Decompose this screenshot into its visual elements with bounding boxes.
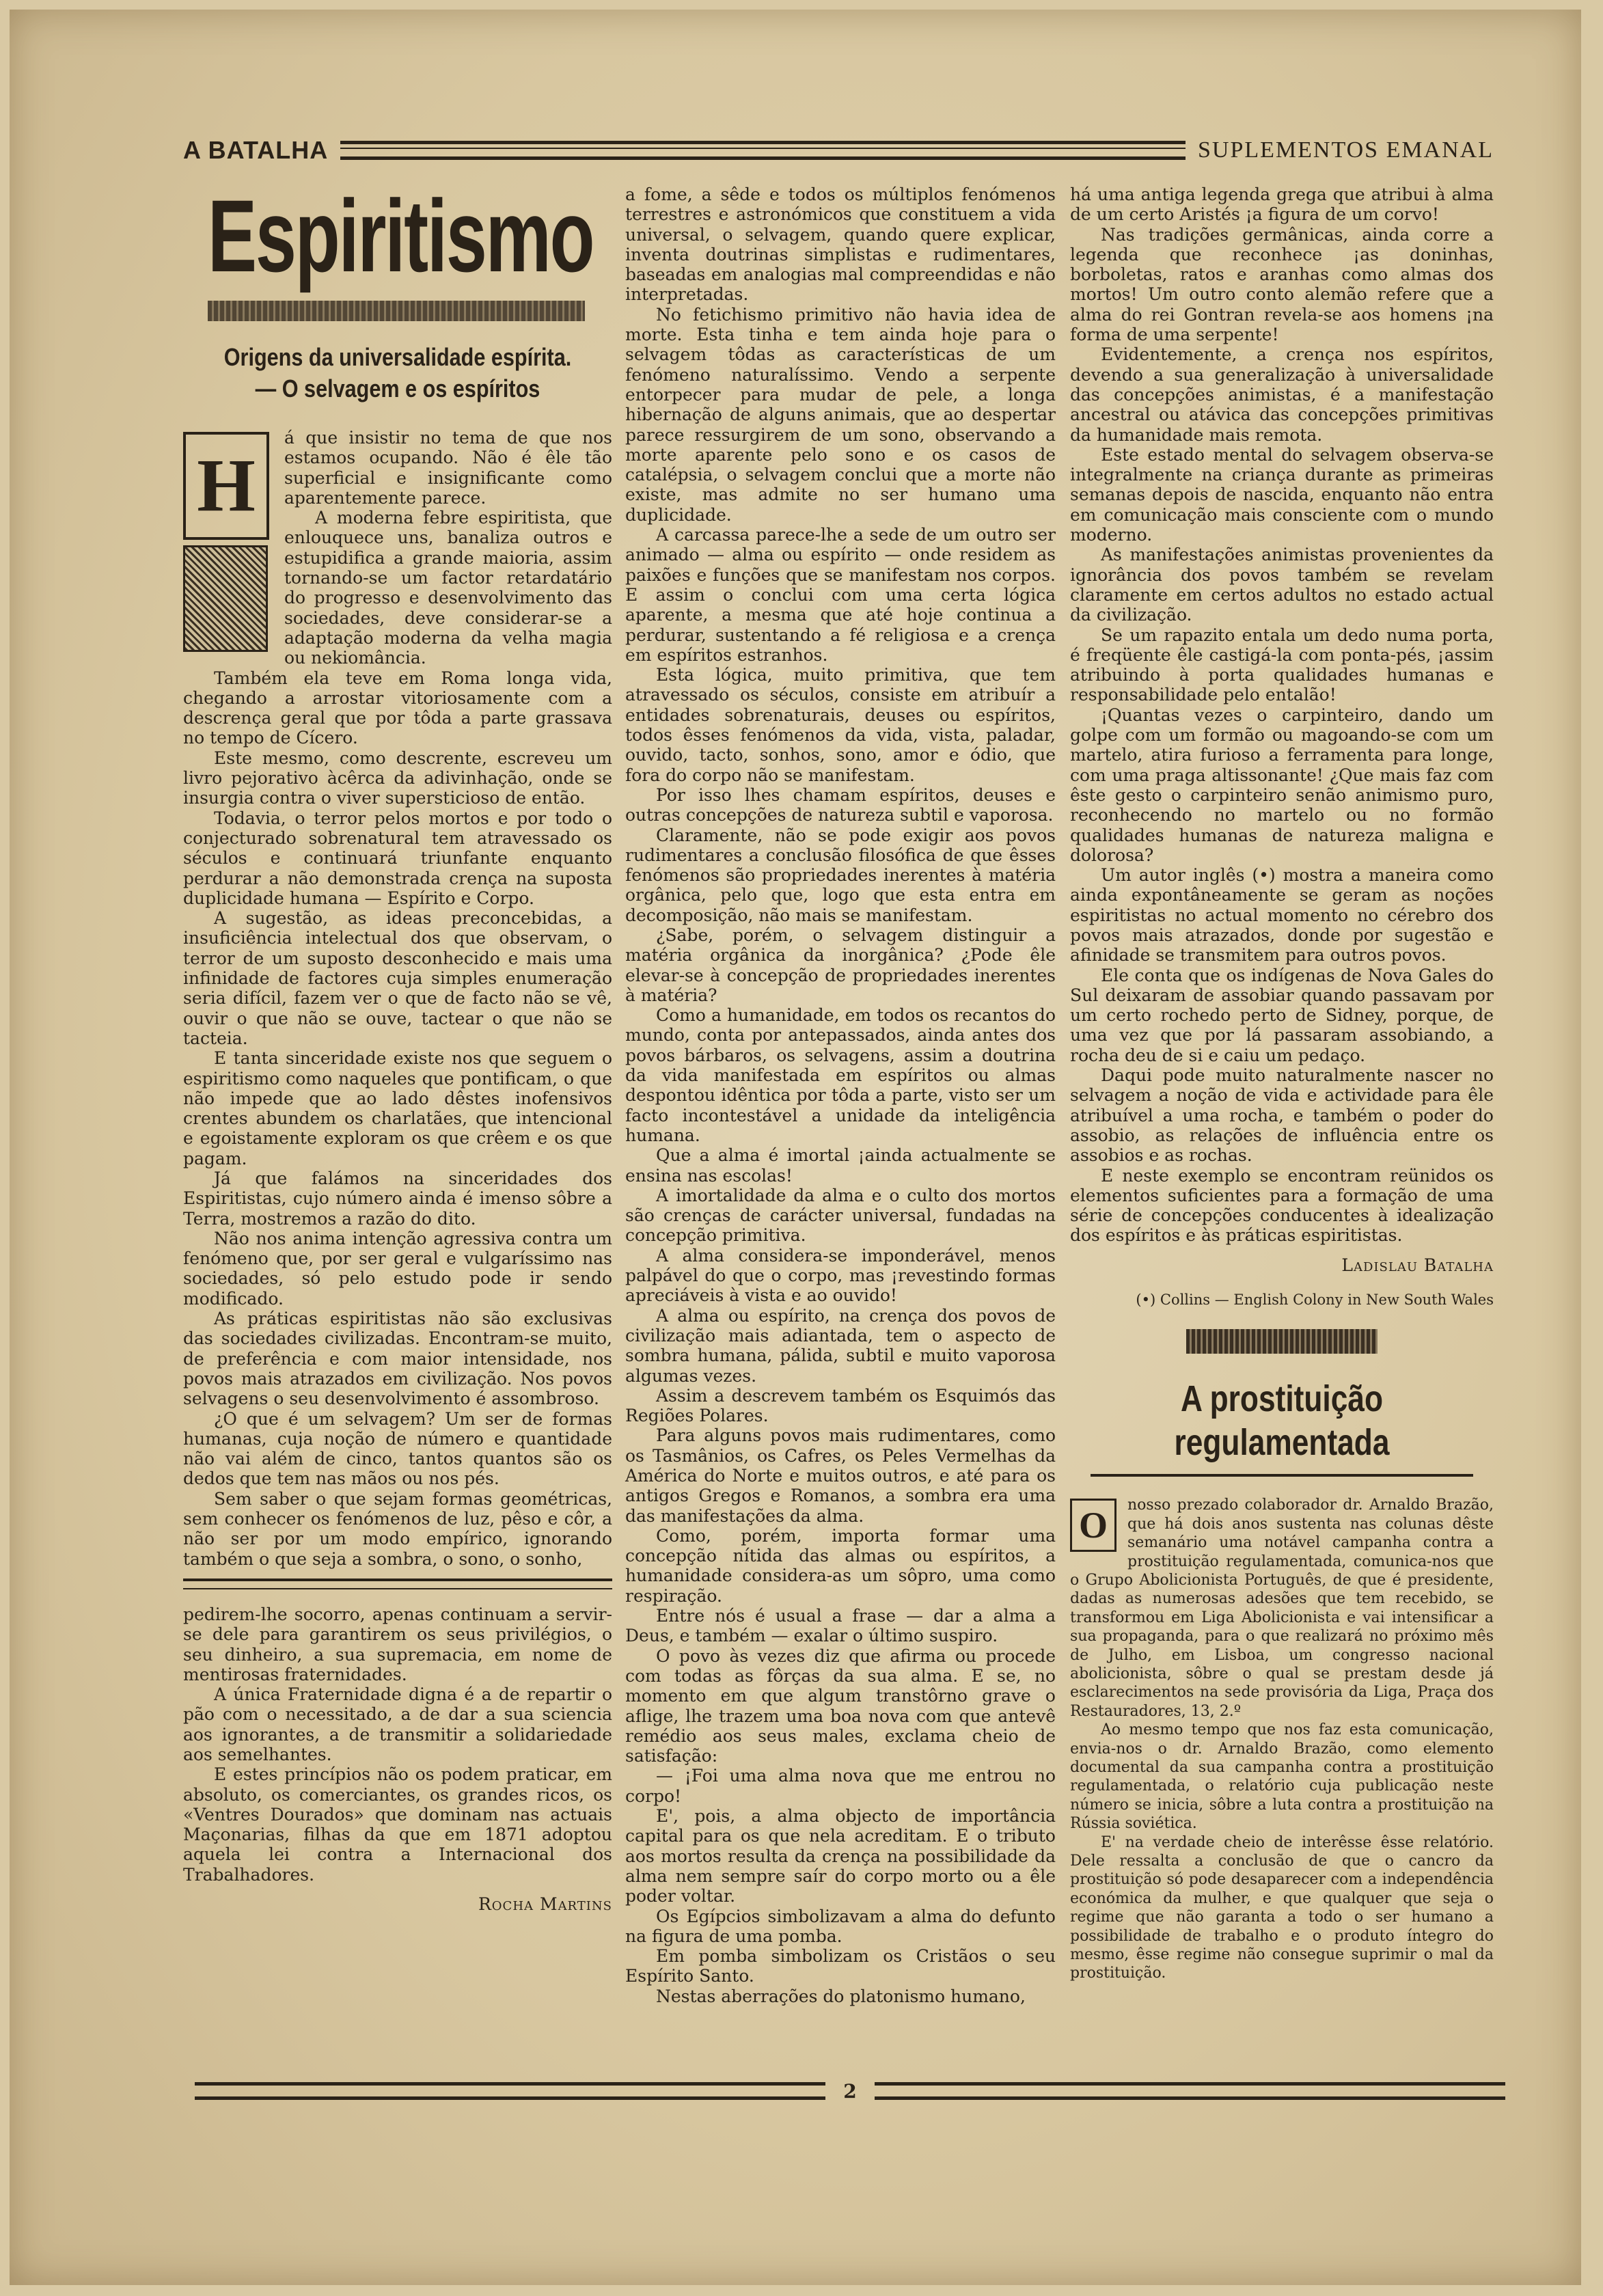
article-title: Espiritismo — [208, 178, 594, 293]
paragraph: há uma antiga legenda grega que atribui à alma de um certo Aristés ¡a figura de um corvo! — [1070, 184, 1494, 225]
paragraph: pedirem-lhe socorro, apenas continuam a servir-se dele para garantirem os seus privilégios, o seu dinheiro, a sua supremacia, em nome de mentirosas fraternidades. — [183, 1604, 612, 1684]
masthead — [183, 133, 1494, 167]
paragraph: ¿Sabe, porém, o selvagem distinguir a matéria orgânica da inorgânica? ¿Pode êle elevar-se à concepção de propriedades inerentes à matéria? — [625, 925, 1056, 1005]
paragraph: Se um rapazito entala um dedo numa porta, é freqüente êle castigá-la com ponta-pés, ¡assim atribuindo à porta qualidades humanas e responsabilidade pelo entalão! — [1070, 625, 1494, 705]
article3-body — [1070, 1496, 1494, 1983]
paragraph: ¿O que é um selvagem? Um ser de formas humanas, cuja noção de número e quantidade não vai além de cinco, tantos quantos são os dedos que tem nas mãos ou nos pés. — [183, 1408, 612, 1489]
paragraph: A moderna febre espiritista, que enlouquece uns, banaliza outros e estupidifica a grande maioria, assim tornando-se um factor retardatário do progresso e desenvolvimento das sociedades, deve considerar-se a adaptação moderna da velha magia ou nekiomância. — [284, 508, 612, 668]
paragraph: Assim a descrevem também os Esquimós das Regiões Polares. — [625, 1385, 1056, 1426]
paragraph: As manifestações animistas provenientes da ignorância dos povos também se revelam claramente em certos adultos no estado actual da civilização. — [1070, 545, 1494, 625]
dropcap-block — [183, 432, 271, 652]
title-underline — [1091, 1474, 1473, 1477]
paragraph: Não nos anima intenção agressiva contra um fenómeno que, por ser geral e vulgaríssimo nas sociedades, só pelo estudo pode ir sendo modificado. — [183, 1228, 612, 1309]
paragraph: nosso prezado colaborador dr. Arnaldo Brazão, que há dois anos sustenta nas colunas dêste semanário uma notável campanha contra a prostituição regulamentada, comunica-nos que o Grupo Abolicionista Português, de que é presidente, dadas as numerosas adesões que tem recebido, se transformou em Liga Abolicionista e vai intensificar a sua propaganda, para o que realizará no próximo mês de Julho, em Lisboa, um congresso nacional abolicionista, sôbre o qual se prestam desde já esclarecimentos na sede provisória da Liga, Praça dos Restauradores, 13, 2.º — [1070, 1496, 1494, 1720]
paragraph: Claramente, não se pode exigir aos povos rudimentares a conclusão filosófica de que êsses fenómenos são propriedades inerentes à matéria orgânica, pelo que, logo que esta entra em decomposição, não mais se manifestam. — [625, 825, 1056, 925]
author-signature: Ladislau Batalha — [1341, 1255, 1494, 1275]
paragraph: Também ela teve em Roma longa vida, chegando a arrostar vitoriosamente com a descrença geral que por tôda a parte grassava no tempo de Cícero. — [183, 668, 612, 748]
dropcap: O — [1070, 1499, 1116, 1552]
paragraph: Nas tradições germânicas, ainda corre a legenda que reconhece ¡as doninhas, borboletas, ratos e aranhas como almas dos mortos! Um outro conto alemão refere que a alma do rei Gontran revela-se aos homens ¡na forma de uma serpente! — [1070, 224, 1494, 345]
dropcap-illustration — [183, 545, 268, 652]
paragraph: — ¡Foi uma alma nova que me entrou no corpo! — [625, 1766, 1056, 1806]
footnote: (•) Collins — English Colony in New South Wales — [1136, 1292, 1494, 1309]
section-rule — [183, 1578, 612, 1589]
author-signature: Rocha Martins — [478, 1894, 612, 1915]
paragraph: A carcassa parece-lhe a sede de um outro ser animado — alma ou espírito — onde residem as paixões e funções que se manifestam nos corpos. E assim o conclui com uma certa lógica aparente, a mesma que até hoje continua a perdurar, sustentando a fé religiosa e a crença em espíritos estranhos. — [625, 525, 1056, 665]
paragraph: Como a humanidade, em todos os recantos do mundo, conta por antepassados, ainda antes dos povos bárbaros, os selvagens, assim a doutrina da vida manifestada em espíritos ou almas despontou idêntica por tôda a parte, visto ser um facto incontestável a unidade da inteligência humana. — [625, 1005, 1056, 1145]
article3-title: A prostituição regulamentada — [1174, 1378, 1390, 1464]
paragraph: á que insistir no tema de que nos estamos ocupando. Não é êle tão superficial e insignificante como aparentemente parece. — [284, 428, 612, 508]
masthead-supplement: SUPLEMENTOS EMANAL — [1197, 137, 1494, 163]
paragraph: As práticas espiritistas não são exclusivas das sociedades civilizadas. Encontram-se muito, de preferência e com maior intensidade, nos povos mais atrazados em civilização. Nos povos selvagens o seu desenvolvimento é assombroso. — [183, 1309, 612, 1409]
paragraph: Esta lógica, muito primitiva, que tem atravessado os séculos, consiste em atribuír a entidades sobrenaturais, deuses ou espíritos, todos êsses fenómenos da vida, vista, paladar, ouvido, tacto, sonhos, sono, amor e ódio, que fora do corpo não se manifestam. — [625, 665, 1056, 785]
paragraph: A alma ou espírito, na crença dos povos de civilização mais adiantada, tem o aspecto de sombra humana, pálida, subtil e muito vaporosa algumas vezes. — [625, 1305, 1056, 1386]
paragraph: Este estado mental do selvagem observa-se integralmente na criança durante as primeiras semanas depois de nascida, enquanto não entra em comunicação mais consciente com o mundo moderno. — [1070, 444, 1494, 545]
divider-ornament — [1186, 1329, 1378, 1354]
paragraph: Entre nós é usual a frase — dar a alma a Deus, e também — exalar o último suspiro. — [625, 1606, 1056, 1646]
paragraph: E tanta sinceridade existe nos que seguem o espiritismo como naqueles que pontificam, o que não impede que ao lado dêstes inofensivos crentes abundem os charlatães, que intencional e egoistamente exploram os que crêem e os que pagam. — [183, 1048, 612, 1168]
paragraph: No fetichismo primitivo não havia idea de morte. Esta tinha e tem ainda hoje para o selvagem tôdas as características de um fenómeno naturalíssimo. Vendo a serpente entorpecer para mudar de pele, a longa hibernação de alguns animais, que ao despertar parece ressurgirem de um sono, observando a morte aparente pelo sono e os casos de catalépsia, o selvagem conclui que a morte não existe, mas admite no ser humano uma duplicidade. — [625, 304, 1056, 525]
paragraph: Ao mesmo tempo que nos faz esta comunicação, envia-nos o dr. Arnaldo Brazão, como elemento documental da sua campanha contra a prostituição regulamentada, o relatório cuja publicação neste número se inicia, sôbre a luta contra a prostituição na Rússia soviética. — [1070, 1721, 1494, 1833]
footer-rule-right — [875, 2082, 1505, 2100]
masthead-title: A BATALHA — [183, 136, 329, 164]
paragraph: Nestas aberrações do platonismo humano, — [656, 1986, 1026, 2006]
paragraph: Os Egípcios simbolizavam a alma do defunto na figura de uma pomba. — [625, 1906, 1056, 1946]
paragraph: Ele conta que os indígenas de Nova Gales do Sul deixaram de assobiar quando passavam por um certo rochedo perto de Sidney, porque, de uma vez que por lá passaram assobiando, a rocha deu de si e caiu um pedaço. — [1070, 965, 1494, 1065]
paragraph: A sugestão, as ideas preconcebidas, a insuficiência intelectual dos que observam, o terror de um suposto desconhecido e mais uma infinidade de factores cuja simples enumeração seria difícil, fazem ver o que de facto não se vê, ouvir o que não se ouve, tactear o que não se tacteia. — [183, 908, 612, 1048]
paragraph: E', pois, a alma objecto de importância capital para os que nela acreditam. E o tributo aos mortos resulta da crença na possibilidade da alma nem sempre saír do corpo morto ou a êle poder voltar. — [625, 1806, 1056, 1906]
paragraph: Evidentemente, a crença nos espíritos, devendo a sua generalização à universalidade das concepções animistas, é a manifestação ancestral ou atávica das concepções primitivas da humanidade mais remota. — [1070, 344, 1494, 445]
paragraph: Um autor inglês (•) mostra a maneira como ainda expontâneamente se geram as noções espiritistas no actual momento no cérebro dos povos mais atrazados, donde por sugestão e afinidade se transmitem para outros povos. — [1070, 865, 1494, 966]
paragraph: Em pomba simbolizam os Cristãos o seu Espírito Santo. — [625, 1946, 1056, 1986]
paragraph: Daqui pode muito naturalmente nascer no selvagem a noção de vida e actividade para êle atribuível a uma rocha, e também o poder do assobio, as relações de influência entre os assobios e as rochas. — [1070, 1065, 1494, 1166]
paragraph: O povo às vezes diz que afirma ou procede com todas as fôrças da sua alma. E se, no momento em que algum transtôrno grave o aflige, lhe trazem uma boa nova com que antevê remédio aos seus males, exclama cheio de satisfação: — [625, 1645, 1056, 1766]
paragraph: Já que falámos na sinceridades dos Espiritistas, cujo número ainda é imenso sôbre a Terra, mostremos a razão do dito. — [183, 1168, 612, 1229]
masthead-rule — [340, 141, 1186, 160]
paragraph: A alma considera-se imponderável, menos palpável do que o corpo, mas ¡revestindo formas apreciáveis à vista e ao ouvido! — [625, 1245, 1056, 1306]
paragraph: Que a alma é imortal ¡ainda actualmente se ensina nas escolas! — [625, 1145, 1056, 1186]
paragraph: ¡Quantas vezes o carpinteiro, dando um golpe com um formão ou magoando-se com um martelo, atira furioso a ferramenta para longe, com uma praga altissonante! ¿Que mais faz com êste gesto o carpinteiro senão animismo puro, reconhecendo no martelo ou no formão qualidades humanas de natureza maligna e dolorosa? — [1070, 705, 1494, 865]
paragraph: Sem saber o que sejam formas geométricas, sem conhecer os fenómenos de luz, pêso e côr, a não ser por um modo empírico, ignorando também o que seja a sombra, o sono, o sonho, — [183, 1488, 612, 1569]
paragraph: E estes princípios não os podem praticar, em absoluto, os comerciantes, os grandes ricos, os «Ventres Dourados» que dominam nas actuais Maçonarias, filhas da que em 1871 adoptou aquela lei contra a Internacional dos Trabalhadores. — [183, 1764, 612, 1885]
article-subtitle: Origens da universalidade espírita. — O selvagem e os espíritos — [223, 343, 572, 402]
paragraph: A imortalidade da alma e o culto dos mortos são crenças de carácter universal, fundadas na concepção primitiva. — [625, 1185, 1056, 1246]
paragraph: Para alguns povos mais rudimentares, como os Tasmânios, os Cafres, os Peles Vermelhas da América do Norte e muitos outros, e até para os antigos Gregos e Romanos, a sombra era uma das manifestações da alma. — [625, 1425, 1056, 1526]
page-footer — [195, 2077, 1505, 2105]
paragraph: Todavia, o terror pelos mortos e por todo o conjecturado sobrenatural tem atravessado os séculos e continuará triunfante enquanto perdurar a não demonstrada crença na suposta duplicidade humana — Espírito e Corpo. — [183, 808, 612, 908]
footer-rule-left — [195, 2082, 825, 2100]
paragraph: E neste exemplo se encontram reünidos os elementos suficientes para a formação de uma série de concepções conducentes à idealização dos espíritos e às práticas espiritistas. — [1070, 1165, 1494, 1246]
column-2 — [625, 184, 1056, 2006]
dropcap: H — [183, 432, 269, 540]
title-ornament — [208, 301, 585, 321]
paragraph: E' na verdade cheio de interêsse êsse relatório. Dele ressalta a conclusão de que o cancro da prostituição só pode desaparecer com a independência económica da mulher, e que qualquer que seja o regime que não garanta a todo o ser humano a possibilidade de trabalho e o produto íntegro do mesmo, êsse regime não consegue suprimir o mal da prostituição. — [1070, 1833, 1494, 1982]
paragraph: A única Fraternidade digna é a de repartir o pão com o necessitado, a de dar a sua sciencia aos ignorantes, a de transmitir a solidariedade aos semelhantes. — [183, 1684, 612, 1764]
column-3 — [1070, 184, 1494, 1983]
paragraph: Por isso lhes chamam espíritos, deuses e outras concepções de natureza subtil e vaporosa. — [625, 784, 1056, 825]
paragraph: a fome, a sêde e todos os múltiplos fenómenos terrestres e astronómicos que constituem a vida universal, o selvagem, quando quere explicar, inventa doutrinas simplistas e rudimentares, baseadas em analogias mal compreendidas e não interpretadas. — [625, 184, 1056, 305]
column-1 — [183, 178, 612, 1915]
paragraph: Este mesmo, como descrente, escreveu um livro pejorativo àcêrca da adivinhação, onde se insurgia contra o viver supersticioso de então. — [183, 748, 612, 808]
page-number: 2 — [843, 2079, 857, 2103]
paragraph: Como, porém, importa formar uma concepção nítida das almas ou espíritos, a humanidade considera-as um sôpro, uma como respiração. — [625, 1525, 1056, 1606]
